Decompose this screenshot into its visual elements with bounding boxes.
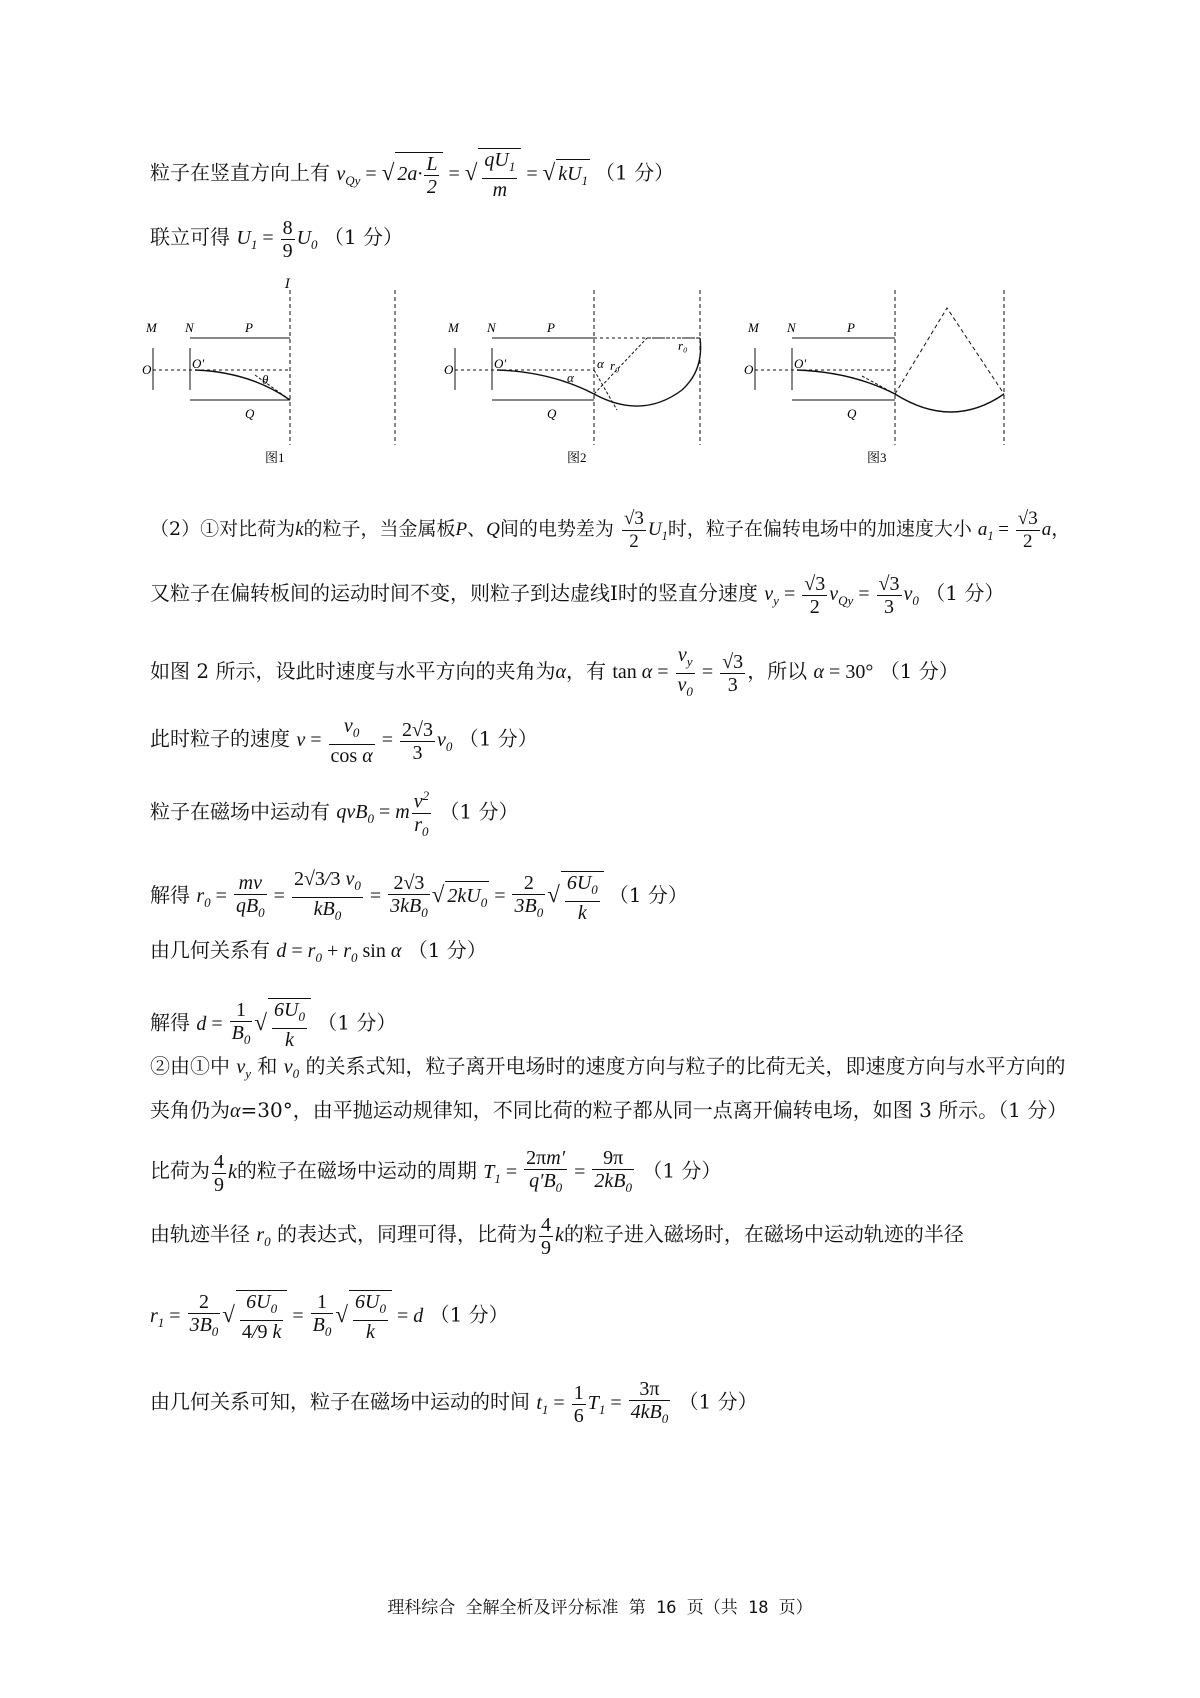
svg-text:Q: Q (547, 406, 557, 421)
part2-intro-line: （2）①对比荷为k的粒子，当金属板P、Q间的电势差为 $\frac{√3}{2}$ $U_1$时，粒子在偏转电场中的加速度大小 $a_1$ = $\frac{√3}{2}$ a， (150, 508, 1071, 552)
svg-text:r₀: r₀ (678, 338, 688, 353)
svg-text:O: O (142, 362, 152, 377)
figure-3 (742, 290, 1062, 474)
eq-vqy: $v_{Qy}$ = √ 2a· $\frac{L}{2}$ = √ $\frac{qU_1}{m}$ = √ $kU_1$ (336, 149, 589, 201)
svg-text:M: M (748, 320, 759, 335)
eq-r0-line: 解得 $r_0$ = $\frac{mv}{qB_0}$ = $\frac{2√3/3 v_0}{kB_0}$ = $\frac{2√3}{3kB_0}$ √ $2kU_0$ = $\frac{2}{3B_0}$ √ $\frac{6U_0}{k}$ （1 分） (150, 868, 688, 924)
svg-text:O′: O′ (794, 356, 807, 371)
svg-text:r₀: r₀ (610, 358, 620, 373)
svg-text:P: P (547, 320, 555, 335)
svg-text:O: O (744, 362, 754, 377)
svg-text:α: α (597, 356, 604, 371)
svg-text:图3: 图3 (867, 450, 887, 465)
svg-text:Q: Q (847, 406, 857, 421)
figure-1 (140, 276, 440, 474)
svg-text:图2: 图2 (567, 450, 587, 465)
eq-qvb-line: 粒子在磁场中运动有 qvB$_0$ = m $\frac{v^2}{r_0}$ （1 分） (150, 785, 519, 843)
eq-r1-intro-line: 由轨迹半径 $r_0$ 的表达式，同理可得，比荷为 $\frac{4}{9}$ k的粒子进入磁场时，在磁场中运动轨迹的半径 (150, 1214, 964, 1259)
eq-vqy-line: 粒子在竖直方向上有 $v_{Qy}$ = √ 2a· $\frac{L}{2}$ = √ $\frac{qU_1}{m}$ = √ $kU_1$ （1 分） (150, 149, 675, 201)
page-footer: 理科综合 全解全析及评分标准 第 16 页（共 18 页） (387, 1598, 813, 1618)
part2b-line-2: 夹角仍为α=30°，由平抛运动规律知，不同比荷的粒子都从同一点离开偏转电场，如图 3 所示。（1 分） (150, 1098, 1068, 1122)
svg-text:M: M (448, 320, 459, 335)
svg-text:O: O (444, 362, 454, 377)
part2b-line-1: ②由①中 $v_y$ 和 $v_0$ 的关系式知，粒子离开电场时的速度方向与粒子的比荷无关，即速度方向与水平方向的 (150, 1054, 1066, 1081)
eq-d-line: 由几何关系有 $d = r_0 + r_0$ sin α （1 分） (150, 938, 487, 965)
eq-v-line: 此时粒子的速度 v = $\frac{v_0}{\text{cos α}}$ = $\frac{2√3}{3}$ $v_0$ （1 分） (150, 715, 538, 767)
eq-r1-line: $r_1$ = $\frac{2}{3B_0}$ √ $\frac{6U_0}{4/9 k}$ = $\frac{1}{B_0}$ √ $\frac{6U_0}{k}$ = d （1 分） (150, 1291, 509, 1343)
svg-text:P: P (847, 320, 855, 335)
svg-text:M: M (146, 320, 157, 335)
svg-text:N: N (185, 320, 194, 335)
svg-text:Q: Q (245, 406, 255, 421)
svg-text:P: P (245, 320, 253, 335)
svg-text:图1: 图1 (265, 450, 285, 465)
svg-text:O′: O′ (192, 356, 205, 371)
fig1-label-I: Ⅰ (285, 276, 291, 291)
svg-text:N: N (787, 320, 796, 335)
svg-text:N: N (487, 320, 496, 335)
figure-2 (442, 290, 762, 474)
eq-tan-line: 如图 2 所示，设此时速度与水平方向的夹角为α，有 tan α = $\frac{v_y}{v_0}$ = $\frac{√3}{3}$ ，所以 α = 30° （1 分） (150, 644, 959, 699)
eq-d-result-line: 解得 d = $\frac{1}{B_0}$ √ $\frac{6U_0}{k}$ （1 分） (150, 999, 397, 1051)
eq-vy-line: 又粒子在偏转板间的运动时间不变，则粒子到达虚线Ⅰ时的竖直分速度 $v_y$ = $\frac{√3}{2}$ $v_{Qy}$ = $\frac{√3}{3}$ $v_0$ （1 分） (150, 573, 1005, 618)
svg-text:α: α (567, 370, 574, 385)
eq-t1-time-line: 由几何关系可知，粒子在磁场中运动的时间 $t_1$ = $\frac{1}{6}$ $T_1$ = $\frac{3\pi}{4kB_0}$ （1 分） (150, 1378, 758, 1427)
svg-text:θ: θ (262, 372, 269, 387)
eq-t1-period-line: 比荷为 $\frac{4}{9}$ k的粒子在磁场中运动的周期 $T_1$ = $\frac{2\pi m'}{q'B_0}$ = $\frac{9\pi}{2kB_0}$ （1 分） (150, 1147, 722, 1196)
eq-u1: $U_1$ = $\frac{8}{9}$ $U_0$ (236, 217, 318, 262)
svg-text:O′: O′ (494, 356, 507, 371)
eq-u1-line: 联立可得 $U_1$ = $\frac{8}{9}$ $U_0$ （1 分） (150, 217, 403, 262)
